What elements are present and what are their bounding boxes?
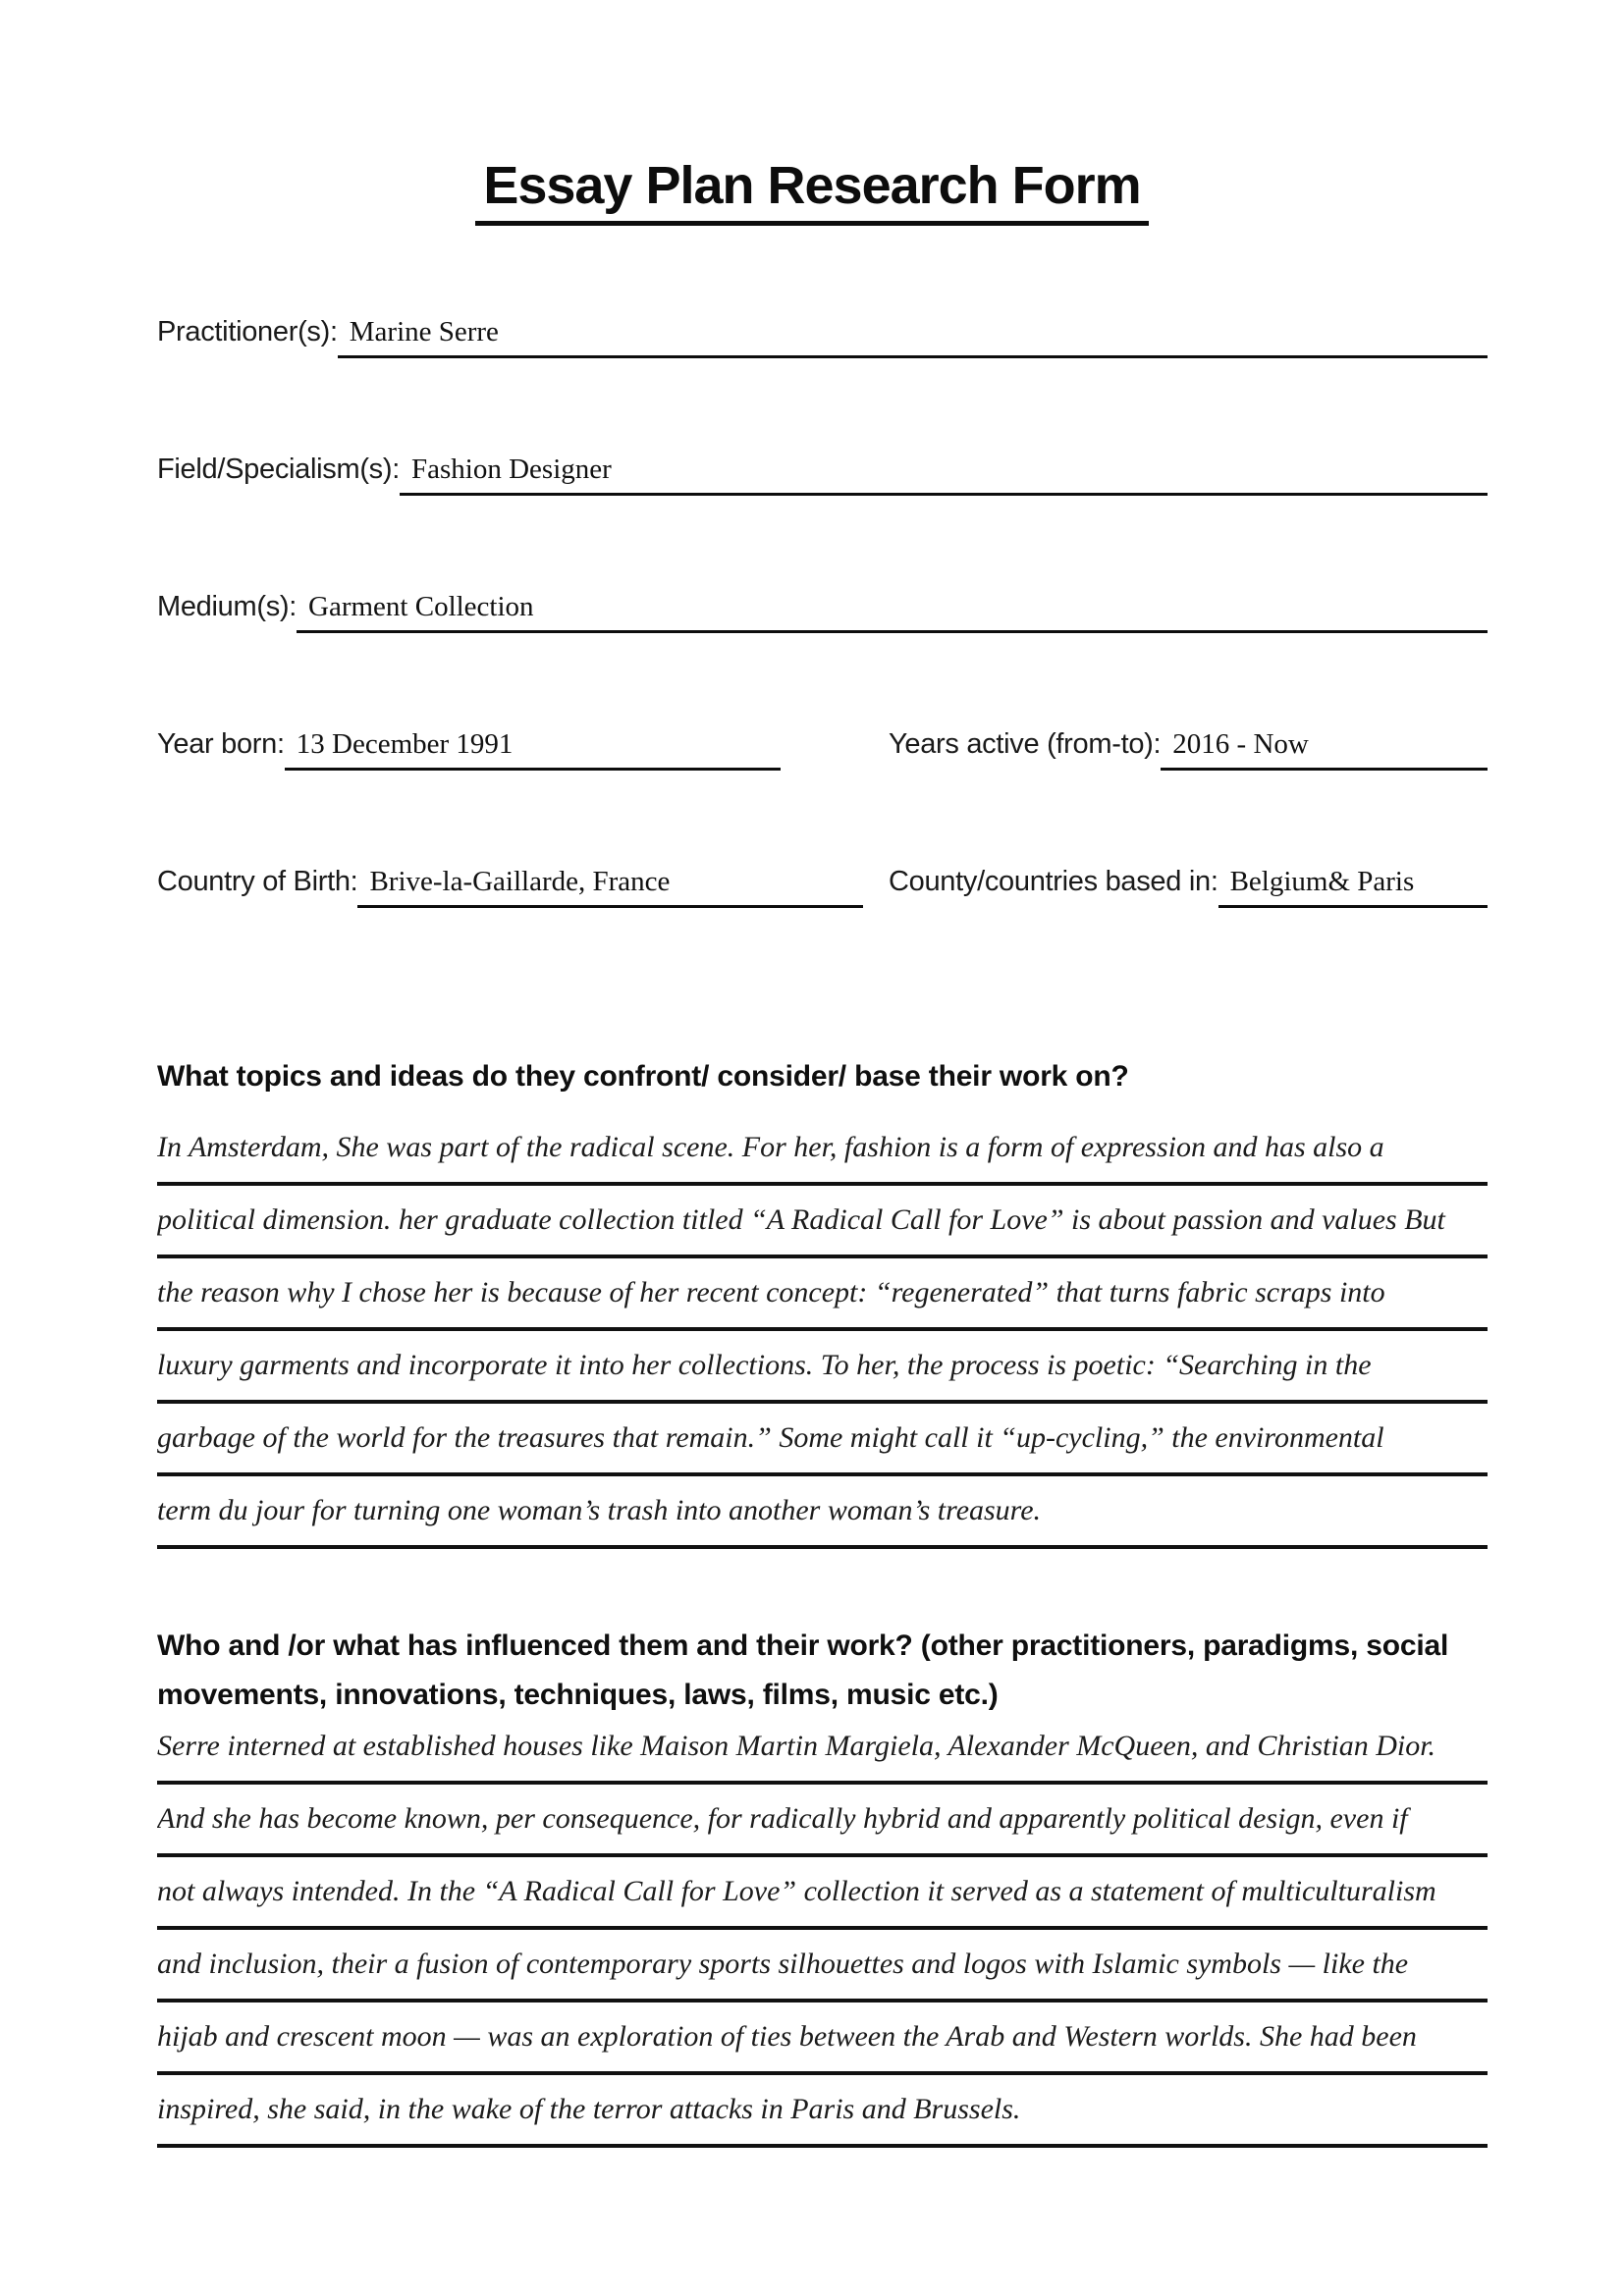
field-row-practitioner xyxy=(157,316,1488,358)
field-row-countries-based-in xyxy=(889,866,1488,908)
years-active-value-field[interactable]: 2016 - Now xyxy=(1161,728,1488,771)
answer-line[interactable]: In Amsterdam, She was part of the radical scene. For her, fashion is a form of expression and has also a xyxy=(157,1113,1488,1186)
question-2-answer-area xyxy=(157,1712,1488,2148)
form-title: Essay Plan Research Form xyxy=(475,155,1148,226)
practitioner-value-field[interactable]: Marine Serre xyxy=(338,316,1488,358)
answer-line[interactable]: term du jour for turning one woman’s trash into another woman’s treasure. xyxy=(157,1476,1488,1549)
field-row-year-born xyxy=(157,728,781,771)
answer-line[interactable]: not always intended. In the “A Radical Call for Love” collection it served as a statement of multiculturalism xyxy=(157,1857,1488,1930)
answer-line[interactable]: the reason why I chose her is because of her recent concept: “regenerated” that turns fabric scraps into xyxy=(157,1258,1488,1331)
answer-line[interactable]: garbage of the world for the treasures that remain.” Some might call it “up-cycling,” the environmental xyxy=(157,1404,1488,1476)
country-of-birth-label: Country of Birth: xyxy=(157,866,358,897)
medium-value-field[interactable]: Garment Collection xyxy=(297,591,1488,633)
answer-line[interactable]: political dimension. her graduate collection titled “A Radical Call for Love” is about passion and values But xyxy=(157,1186,1488,1258)
country-of-birth-value-field[interactable]: Brive-la-Gaillarde, France xyxy=(357,866,863,908)
countries-based-in-label: County/countries based in: xyxy=(889,866,1218,897)
field-row-country-of-birth xyxy=(157,866,863,908)
answer-line[interactable]: inspired, she said, in the wake of the terror attacks in Paris and Brussels. xyxy=(157,2075,1488,2148)
field-row-years-active xyxy=(889,728,1488,771)
question-1-heading: What topics and ideas do they confront/ consider/ base their work on? xyxy=(157,1060,1129,1093)
year-born-label: Year born: xyxy=(157,728,285,760)
specialism-value-field[interactable]: Fashion Designer xyxy=(400,454,1488,496)
answer-line[interactable]: Serre interned at established houses like Maison Martin Margiela, Alexander McQueen, and Christian Dior. xyxy=(157,1712,1488,1785)
countries-based-in-value-field[interactable]: Belgium& Paris xyxy=(1218,866,1488,908)
year-born-value-field[interactable]: 13 December 1991 xyxy=(285,728,781,771)
answer-line[interactable]: hijab and crescent moon — was an exploration of ties between the Arab and Western worlds. She had been xyxy=(157,2002,1488,2075)
practitioner-label: Practitioner(s): xyxy=(157,316,338,347)
answer-line[interactable]: and inclusion, their a fusion of contemporary sports silhouettes and logos with Islamic symbols — like the xyxy=(157,1930,1488,2002)
specialism-label: Field/Specialism(s): xyxy=(157,454,400,485)
years-active-label: Years active (from-to): xyxy=(889,728,1162,760)
medium-label: Medium(s): xyxy=(157,591,298,622)
question-2-heading: Who and /or what has influenced them and their work? (other practitioners, paradigms, social movements, innovations, techniques, laws, films, music etc.) xyxy=(157,1629,1449,1711)
answer-line[interactable]: And she has become known, per consequence, for radically hybrid and apparently political design, even if xyxy=(157,1785,1488,1857)
question-1-answer-area xyxy=(157,1113,1488,1549)
title-wrap xyxy=(0,155,1624,226)
field-row-medium xyxy=(157,591,1488,633)
field-row-specialism xyxy=(157,454,1488,496)
answer-line[interactable]: luxury garments and incorporate it into her collections. To her, the process is poetic: “Searching in the xyxy=(157,1331,1488,1404)
